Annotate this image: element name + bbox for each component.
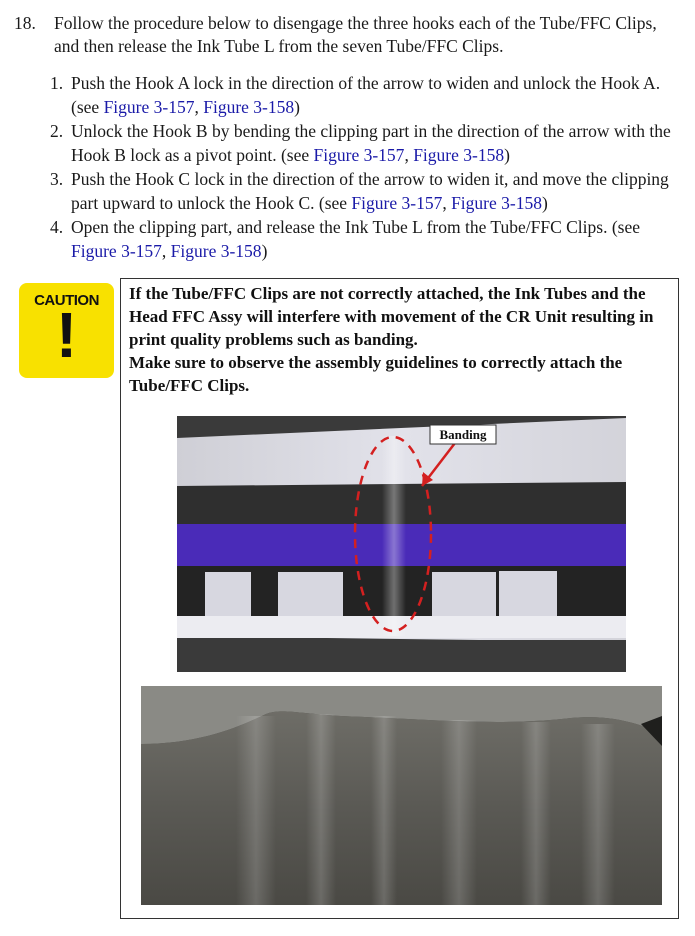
substep-4 [50, 215, 682, 263]
link-separator: , [404, 145, 414, 165]
figure-link[interactable]: Figure 3-157 [313, 145, 405, 165]
caution-icon [19, 283, 114, 378]
substep-number: 2. [50, 121, 64, 141]
exclamation-icon: ! [55, 299, 78, 371]
substep-number: 4. [50, 217, 64, 237]
substep-2 [50, 119, 682, 167]
substep-number: 3. [50, 169, 64, 189]
close-paren: ) [504, 145, 510, 165]
figure-link[interactable]: Figure 3-158 [170, 241, 262, 261]
figure-link[interactable]: Figure 3-157 [351, 193, 443, 213]
banding-closeup-photo [141, 686, 662, 905]
figure-link[interactable]: Figure 3-157 [103, 97, 195, 117]
banding-print-photo [177, 416, 626, 672]
caution-label: CAUTION [34, 292, 99, 309]
caution-box [120, 278, 679, 919]
substep-list [50, 71, 682, 263]
step-number: 18. [14, 13, 36, 33]
link-separator: , [161, 241, 171, 261]
caution-text [129, 282, 669, 397]
close-paren: ) [294, 97, 300, 117]
close-paren: ) [261, 241, 268, 261]
substep-text: Push the Hook C lock in the direction of the arrow to widen it, and move the clipping part upward to unlock the Hook C. (see [71, 169, 669, 213]
figure-link[interactable]: Figure 3-157 [71, 241, 162, 261]
substep-number: 1. [50, 73, 64, 93]
substep-3 [50, 167, 682, 215]
substep-text: Unlock the Hook B by bending the clipping part in the direction of the arrow with the Hook B lock as a pivot point. (see [71, 121, 671, 165]
close-paren: ) [541, 193, 548, 213]
figure-link[interactable]: Figure 3-158 [203, 97, 295, 117]
figure-link[interactable]: Figure 3-158 [413, 145, 505, 165]
link-separator: , [194, 97, 204, 117]
substep-text: Open the clipping part, and release the Ink Tube L from the Tube/FFC Clips. (see [71, 217, 641, 237]
step-text: Follow the procedure below to disengage the three hooks each of the Tube/FFC Clips, and then release the Ink Tube L from the seven Tube/FFC Clips. [54, 13, 657, 56]
link-separator: , [442, 193, 452, 213]
banding-label: Banding [439, 427, 487, 442]
substep-1 [50, 71, 682, 119]
step-18 [14, 12, 682, 58]
substep-text: Push the Hook A lock in the direction of the arrow to widen and unlock the Hook A. (see [71, 73, 661, 117]
caution-line-1: If the Tube/FFC Clips are not correctly attached, the Ink Tubes and the Head FFC Assy will interfere with movement of the CR Unit resulting in print quality problems such as banding. [129, 284, 654, 349]
figure-link[interactable]: Figure 3-158 [451, 193, 542, 213]
caution-line-2: Make sure to observe the assembly guidelines to correctly attach the Tube/FFC Clips. [129, 353, 623, 395]
